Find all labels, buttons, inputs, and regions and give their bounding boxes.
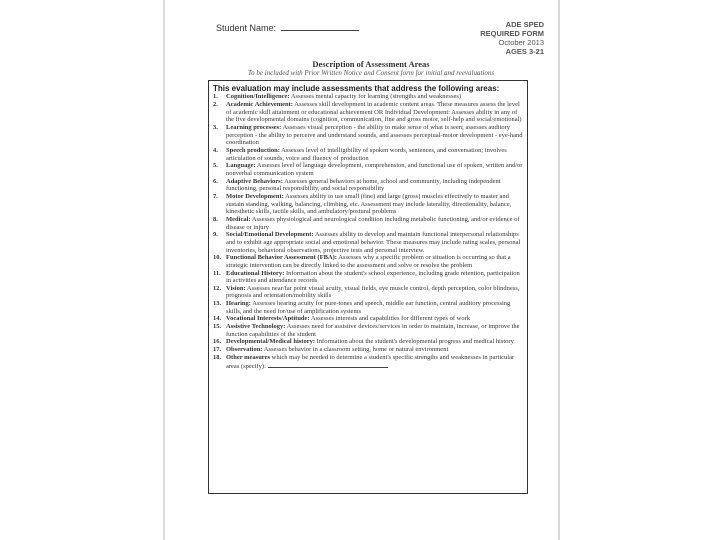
area-description: Assesses mental capacity for learning (strengths and weaknesses) <box>290 93 462 101</box>
area-text <box>226 270 523 285</box>
area-text <box>226 254 523 269</box>
specify-blank <box>268 361 388 368</box>
area-number: 12. <box>213 284 222 292</box>
area-name: Learning processes: <box>226 124 282 132</box>
area-name: Adaptive Behaviors: <box>226 177 283 185</box>
assessment-area-item <box>213 231 523 254</box>
document-title: Description of Assessment Areas <box>312 59 430 69</box>
student-name-blank <box>281 22 359 31</box>
assessment-area-item <box>213 323 523 338</box>
area-text <box>226 162 523 177</box>
area-text <box>226 216 523 231</box>
area-description: which may be needed to determine a student's specific strengths and weaknesses in particular areas (specify): <box>226 353 515 371</box>
area-description: Information about the student's school experience, including grade retention, participation in activities and attendance records <box>226 269 520 285</box>
area-text <box>226 300 523 315</box>
area-description: Assesses near/far point visual acuity, visual fields, eye muscle control, depth perception, color blindness, prognosis and orientation/mobility skills <box>226 284 520 300</box>
area-number: 15. <box>213 323 222 331</box>
assessment-area-item <box>213 162 523 177</box>
student-name-field <box>216 22 359 33</box>
area-name: Motor Development: <box>226 192 284 200</box>
area-description: Assesses physiological and neurological condition including metabolic functioning, and/or evidence of disease or injury <box>226 215 520 231</box>
area-name: Developmental/Medical history: <box>226 338 315 346</box>
area-number: 9. <box>213 231 218 239</box>
area-text <box>226 354 523 371</box>
area-text <box>226 101 523 124</box>
assessment-area-list <box>213 93 523 371</box>
assessment-area-item <box>213 216 523 231</box>
assessment-area-item <box>213 178 523 193</box>
form-identifier <box>480 20 544 56</box>
assessment-area-item <box>213 147 523 162</box>
area-number: 2. <box>213 101 218 109</box>
area-text <box>226 315 523 323</box>
area-name: Language: <box>226 162 256 170</box>
form-line-required: REQUIRED FORM <box>480 29 544 38</box>
area-number: 17. <box>213 346 222 354</box>
area-description: Assesses general behaviors at home, school and community, including independent functioning, personal responsibility, and social responsibility <box>226 177 501 193</box>
form-line-ages: AGES 3-21 <box>505 47 544 56</box>
area-description: Assesses behavior in a classroom setting, home or natural environment <box>263 346 449 354</box>
area-text <box>226 124 523 147</box>
area-text <box>226 285 523 300</box>
area-description: Information about the student's developmental progress and medical history <box>316 338 514 346</box>
assessment-area-item <box>213 254 523 269</box>
area-number: 6. <box>213 177 218 185</box>
document-subtitle: To be included with Prior Written Notice and Consent form for initial and reevaluations <box>247 69 495 77</box>
area-description: Assesses level of language development, comprehension, and functional use of spoken, written and/or nonverbal communication system <box>226 162 523 177</box>
area-number: 4. <box>213 147 218 154</box>
area-name: Functional Behavior Assessment (FBA): <box>226 254 337 262</box>
area-name: Vocational Interests/Aptitude: <box>226 315 310 323</box>
area-name: Hearing: <box>226 300 251 308</box>
intro-statement: This evaluation may include assessments that address the following areas: <box>213 84 500 93</box>
assessment-area-item <box>213 270 523 285</box>
area-number: 13. <box>213 300 222 308</box>
assessment-area-item <box>213 193 523 216</box>
area-name: Social/Emotional Development: <box>226 231 314 239</box>
area-text <box>226 147 523 162</box>
area-number: 5. <box>213 162 218 170</box>
area-number: 8. <box>213 215 218 223</box>
area-description: Assesses level of intelligibility of spoken words, sentences, and conversation; involves articulation of sounds, voice and fluency of production <box>226 147 507 162</box>
area-name: Academic Achievement: <box>226 101 293 109</box>
assessment-area-item <box>213 93 523 101</box>
area-description: Assesses why a specific problem or situation is occurring so that a strategic intervention can be directly linked to the assessment and solve or resolve the problem <box>226 254 511 269</box>
area-text <box>226 338 523 346</box>
area-text <box>226 231 523 254</box>
assessment-area-item <box>213 300 523 315</box>
area-name: Speech production: <box>226 147 280 154</box>
area-number: 1. <box>213 93 218 101</box>
area-text <box>226 346 523 354</box>
area-number: 11. <box>213 269 221 277</box>
area-name: Observation: <box>226 346 263 354</box>
assessment-area-item <box>213 315 523 323</box>
assessment-area-item <box>213 124 523 147</box>
area-text <box>226 193 523 216</box>
area-name: Vision: <box>226 284 246 292</box>
form-line-agency: ADE SPED <box>505 20 544 29</box>
area-name: Cognition/Intelligence: <box>226 93 290 101</box>
assessment-area-item <box>213 101 523 124</box>
assessment-area-item <box>213 346 523 354</box>
area-description: Assesses visual perception - the ability to make sense of what is seen; assesses auditory perception - the ability to perceive and understand sounds, and assesses perceptual-motor development - eye-hand coordination <box>226 124 523 147</box>
assessment-area-item <box>213 338 523 346</box>
form-line-date: October 2013 <box>498 38 544 47</box>
area-description: Assesses hearing acuity for pure-tones and speech, middle ear function, central auditory processing skills, and the need for/use of amplification systems <box>226 300 511 315</box>
area-description: Assesses ability to develop and maintain functional interpersonal relationships and to exhibit age appropriate social and emotional behavior. These measures may include rating scales, personal inventories, behavioral observations, projective tests and personal interview. <box>226 231 521 254</box>
slide-border-left <box>163 0 165 540</box>
area-number: 7. <box>213 192 218 200</box>
area-description: Assesses need for assistive devices/services in order to maintain, increase, or improve the function capabilities of the student <box>226 323 520 338</box>
area-number: 18. <box>213 353 222 361</box>
area-text <box>226 323 523 338</box>
area-number: 14. <box>213 315 222 323</box>
area-number: 16. <box>213 338 222 346</box>
area-description: Assesses ability to use small (fine) and large (gross) muscles effectively to master and sustain standing, walking, balancing, climbing, etc. Assessment may include laterality, directionality, balance, kinesthetic skills, tactile skills, and ambulatory/postural problems <box>226 192 512 216</box>
assessment-area-item <box>213 354 523 371</box>
area-name: Medical: <box>226 215 251 223</box>
area-text <box>226 178 523 193</box>
assessment-area-item <box>213 285 523 300</box>
assessment-areas-box <box>208 80 528 494</box>
area-number: 10. <box>213 254 222 262</box>
student-name-label: Student Name: <box>216 23 277 33</box>
area-number: 3. <box>213 124 218 132</box>
area-description: Assesses skill development in academic content areas. These measures assess the level of academic skill attainment or educational achievement OR Individual Development: Assesses ability in any of the five developmental domains (cognition, communication, fine and gross motor, self-help and social/emotional) <box>226 101 522 124</box>
slide-border-right <box>558 0 560 540</box>
area-name: Educational History: <box>226 269 285 277</box>
area-description: Assesses interests and capabilities for different types of work <box>310 315 470 323</box>
document-page <box>188 12 554 540</box>
area-text <box>226 93 523 101</box>
area-name: Other measures <box>226 353 270 361</box>
area-name: Assistive Technology: <box>226 323 286 331</box>
